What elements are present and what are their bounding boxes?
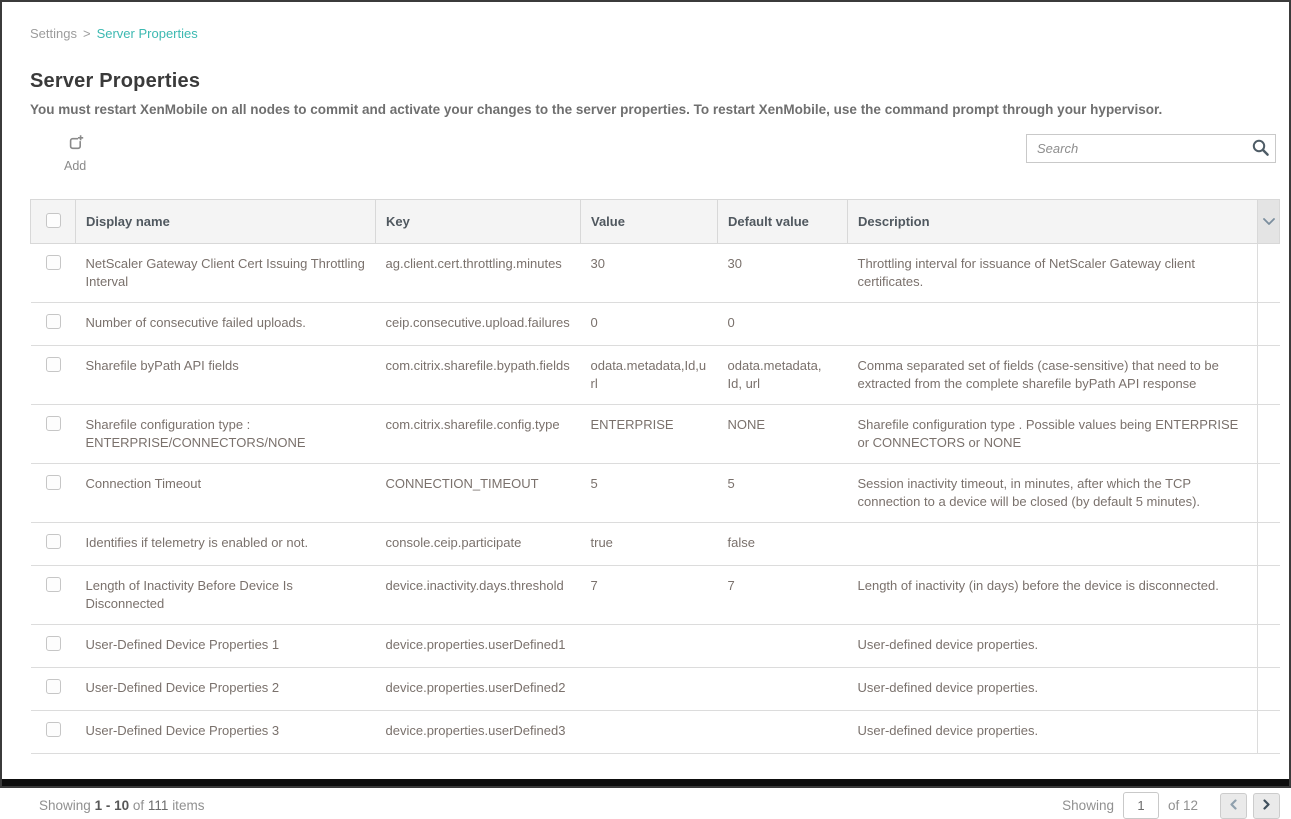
row-spacer-cell [1258,625,1280,668]
row-checkbox[interactable] [46,255,61,270]
row-checkbox[interactable] [46,679,61,694]
search-button[interactable] [1248,137,1272,160]
table-row [31,346,1280,405]
row-select-cell [31,523,76,566]
column-header-key: Key [376,200,581,244]
table-row [31,625,1280,668]
row-checkbox[interactable] [46,475,61,490]
cell-key: com.citrix.sharefile.bypath.fields [376,346,581,405]
row-select-cell [31,668,76,711]
column-menu-button[interactable] [1258,200,1279,243]
row-select-cell [31,711,76,754]
add-icon [66,134,85,156]
cell-display-name: User-Defined Device Properties 1 [76,625,376,668]
pagination [1062,792,1280,819]
cell-default-value: false [718,523,848,566]
cell-key: com.citrix.sharefile.config.type [376,405,581,464]
cell-description: Comma separated set of fields (case-sensitive) that need to be extracted from the complete sharefile byPath API response [848,346,1258,405]
cell-value: 30 [581,244,718,303]
cell-default-value [718,625,848,668]
search-icon [1251,145,1270,160]
table-row [31,405,1280,464]
column-header-display-name: Display name [76,200,376,244]
cell-display-name: User-Defined Device Properties 3 [76,711,376,754]
row-checkbox[interactable] [46,636,61,651]
items-total: 111 [147,798,169,813]
page-number-input[interactable] [1123,792,1159,819]
table-row [31,303,1280,346]
cell-default-value: 0 [718,303,848,346]
cell-value: odata.metadata,Id,url [581,346,718,405]
row-spacer-cell [1258,303,1280,346]
row-select-cell [31,464,76,523]
pager-buttons [1220,793,1280,819]
row-select-cell [31,566,76,625]
cell-value: ENTERPRISE [581,405,718,464]
select-all-cell [31,200,76,244]
row-spacer-cell [1258,464,1280,523]
showing-word: Showing [39,798,91,813]
search-input[interactable] [1026,134,1276,163]
cell-default-value: NONE [718,405,848,464]
cell-key: ag.client.cert.throttling.minutes [376,244,581,303]
cell-description [848,303,1258,346]
row-spacer-cell [1258,346,1280,405]
cell-description: User-defined device properties. [848,711,1258,754]
row-spacer-cell [1258,244,1280,303]
column-header-default-value: Default value [718,200,848,244]
cell-description: Sharefile configuration type . Possible values being ENTERPRISE or CONNECTORS or NONE [848,405,1258,464]
row-select-cell [31,303,76,346]
page-showing-label: Showing [1062,798,1114,813]
row-spacer-cell [1258,711,1280,754]
row-spacer-cell [1258,668,1280,711]
cell-default-value: 5 [718,464,848,523]
cell-value [581,668,718,711]
bottom-border-bar [2,779,1289,786]
cell-key: device.properties.userDefined3 [376,711,581,754]
cell-description: User-defined device properties. [848,668,1258,711]
row-select-cell [31,346,76,405]
page-title: Server Properties [30,70,201,92]
row-checkbox[interactable] [46,314,61,329]
cell-value: 5 [581,464,718,523]
row-checkbox[interactable] [46,357,61,372]
cell-value: 0 [581,303,718,346]
table-footer [30,792,1280,819]
row-select-cell [31,625,76,668]
cell-description: Length of inactivity (in days) before the device is disconnected. [848,566,1258,625]
cell-description: Throttling interval for issuance of NetScaler Gateway client certificates. [848,244,1258,303]
row-select-cell [31,244,76,303]
row-select-cell [31,405,76,464]
cell-key: console.ceip.participate [376,523,581,566]
column-menu-cell [1258,200,1280,244]
next-page-button[interactable] [1253,793,1280,819]
cell-display-name: Identifies if telemetry is enabled or not. [76,523,376,566]
cell-display-name: Sharefile byPath API fields [76,346,376,405]
breadcrumb-separator: > [82,26,91,41]
search-box [1026,134,1276,163]
cell-description: User-defined device properties. [848,625,1258,668]
of-word: of [132,798,145,813]
table-header-row [31,200,1280,244]
cell-key: device.properties.userDefined2 [376,668,581,711]
chevron-right-icon [1262,798,1271,813]
breadcrumb-server-properties-link[interactable]: Server Properties [96,26,198,41]
server-properties-table [30,199,1280,754]
cell-key: ceip.consecutive.upload.failures [376,303,581,346]
items-count-text [39,798,204,813]
chevron-down-icon [1262,214,1276,229]
column-header-value: Value [581,200,718,244]
table-row [31,566,1280,625]
cell-default-value [718,668,848,711]
cell-description: Session inactivity timeout, in minutes, after which the TCP connection to a device will be closed (by default 5 minutes). [848,464,1258,523]
cell-key: CONNECTION_TIMEOUT [376,464,581,523]
cell-key: device.properties.userDefined1 [376,625,581,668]
cell-display-name: Length of Inactivity Before Device Is Disconnected [76,566,376,625]
breadcrumb-settings-link[interactable]: Settings [30,26,77,41]
table-row [31,244,1280,303]
column-header-description: Description [848,200,1258,244]
row-spacer-cell [1258,566,1280,625]
add-button-label: Add [64,159,87,173]
cell-value [581,625,718,668]
previous-page-button[interactable] [1220,793,1247,819]
table-row [31,668,1280,711]
cell-default-value: 7 [718,566,848,625]
cell-value [581,711,718,754]
page-subtitle: You must restart XenMobile on all nodes to commit and activate your changes to the server properties. To restart XenMobile, use the command prompt through your hypervisor. [30,102,1163,117]
row-checkbox[interactable] [46,534,61,549]
page-total-label: of 12 [1167,798,1198,813]
cell-value: 7 [581,566,718,625]
breadcrumb [30,26,1276,41]
page-content [2,2,1289,819]
cell-description [848,523,1258,566]
cell-display-name: Sharefile configuration type : ENTERPRISE/CONNECTORS/NONE [76,405,376,464]
cell-default-value [718,711,848,754]
row-spacer-cell [1258,523,1280,566]
cell-value: true [581,523,718,566]
cell-display-name: NetScaler Gateway Client Cert Issuing Throttling Interval [76,244,376,303]
items-range: 1 - 10 [94,798,130,813]
cell-display-name: Number of consecutive failed uploads. [76,303,376,346]
select-all-checkbox[interactable] [46,213,61,228]
cell-display-name: Connection Timeout [76,464,376,523]
table-row [31,523,1280,566]
items-word: items [172,798,205,813]
table-row [31,711,1280,754]
chevron-left-icon [1229,798,1238,813]
table-row [31,464,1280,523]
row-checkbox[interactable] [46,577,61,592]
cell-default-value: odata.metadata, Id, url [718,346,848,405]
cell-default-value: 30 [718,244,848,303]
row-spacer-cell [1258,405,1280,464]
cell-key: device.inactivity.days.threshold [376,566,581,625]
row-checkbox[interactable] [46,722,61,737]
row-checkbox[interactable] [46,416,61,431]
cell-display-name: User-Defined Device Properties 2 [76,668,376,711]
toolbar [30,134,1276,173]
add-button[interactable] [64,134,86,173]
